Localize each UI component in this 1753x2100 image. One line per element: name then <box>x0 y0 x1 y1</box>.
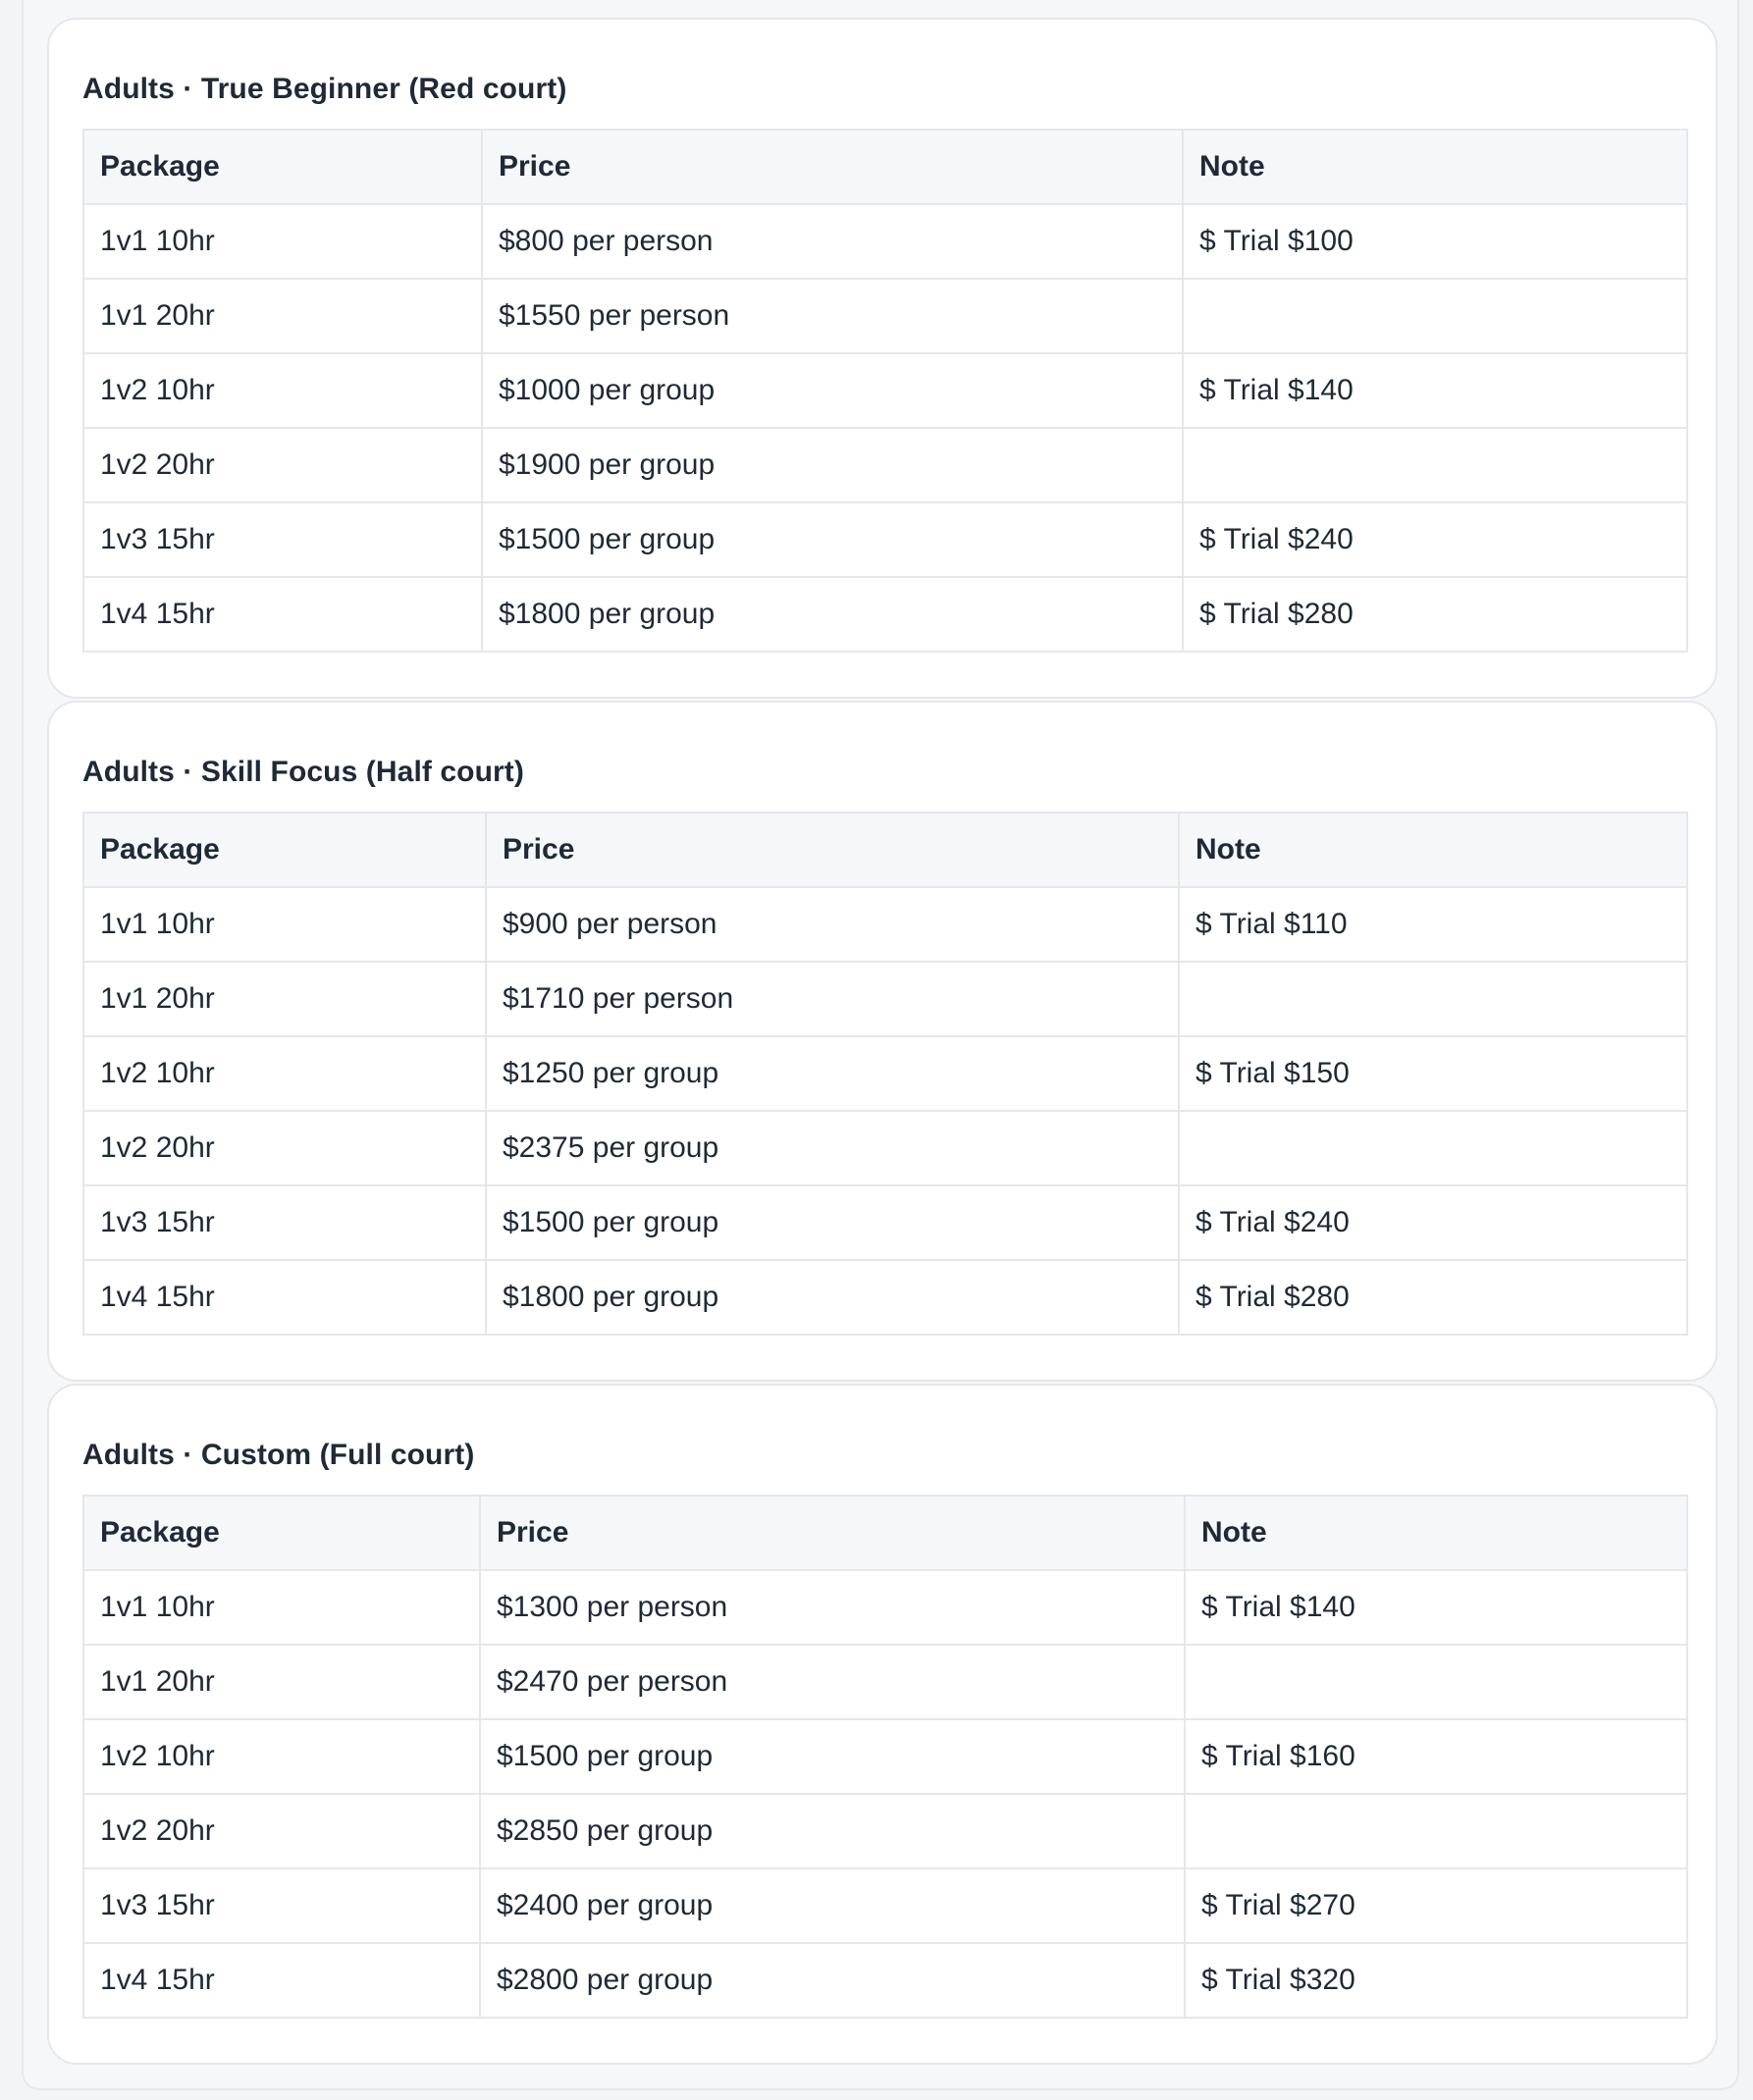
table-header-row <box>83 813 1687 887</box>
package-cell: 1v1 20hr <box>83 962 486 1036</box>
package-cell: 1v4 15hr <box>83 577 482 652</box>
note-cell <box>1185 1794 1687 1868</box>
package-cell: 1v2 10hr <box>83 1036 486 1111</box>
pricing-card-skill-focus <box>47 701 1718 1382</box>
note-cell <box>1183 428 1687 502</box>
note-cell: $ Trial $100 <box>1183 204 1687 279</box>
package-cell: 1v1 10hr <box>83 1570 480 1645</box>
table-row <box>83 204 1687 279</box>
note-cell: $ Trial $110 <box>1179 887 1687 962</box>
package-cell: 1v1 20hr <box>83 279 482 353</box>
note-cell: $ Trial $270 <box>1185 1868 1687 1943</box>
pricing-table <box>82 1495 1688 2019</box>
table-row <box>83 1260 1687 1335</box>
package-cell: 1v3 15hr <box>83 1868 480 1943</box>
column-header-note: Note <box>1185 1496 1687 1570</box>
package-cell: 1v1 20hr <box>83 1645 480 1719</box>
package-cell: 1v1 10hr <box>83 204 482 279</box>
note-cell: $ Trial $280 <box>1183 577 1687 652</box>
package-cell: 1v1 10hr <box>83 887 486 962</box>
column-header-note: Note <box>1179 813 1687 887</box>
note-cell: $ Trial $140 <box>1183 353 1687 428</box>
column-header-package: Package <box>83 1496 480 1570</box>
pricing-table <box>82 129 1688 653</box>
column-header-price: Price <box>480 1496 1185 1570</box>
price-cell: $800 per person <box>482 204 1183 279</box>
price-cell: $2375 per group <box>486 1111 1179 1185</box>
price-cell: $900 per person <box>486 887 1179 962</box>
price-cell: $1500 per group <box>480 1719 1185 1794</box>
price-cell: $2850 per group <box>480 1794 1185 1868</box>
table-header-row <box>83 1496 1687 1570</box>
price-cell: $1250 per group <box>486 1036 1179 1111</box>
note-cell: $ Trial $140 <box>1185 1570 1687 1645</box>
package-cell: 1v3 15hr <box>83 502 482 577</box>
table-row <box>83 1794 1687 1868</box>
note-cell <box>1183 279 1687 353</box>
price-cell: $1000 per group <box>482 353 1183 428</box>
price-cell: $1500 per group <box>486 1185 1179 1260</box>
package-cell: 1v2 10hr <box>83 1719 480 1794</box>
price-cell: $2800 per group <box>480 1943 1185 2018</box>
note-cell: $ Trial $240 <box>1183 502 1687 577</box>
package-cell: 1v4 15hr <box>83 1260 486 1335</box>
package-cell: 1v3 15hr <box>83 1185 486 1260</box>
card-title: Adults · Custom (Full court) <box>82 1439 475 1471</box>
note-cell <box>1185 1645 1687 1719</box>
table-row <box>83 577 1687 652</box>
note-cell <box>1179 1111 1687 1185</box>
table-row <box>83 1868 1687 1943</box>
table-row <box>83 1943 1687 2018</box>
card-title: Adults · Skill Focus (Half court) <box>82 756 524 788</box>
table-row <box>83 428 1687 502</box>
pricing-panel <box>22 0 1739 2090</box>
table-row <box>83 1570 1687 1645</box>
table-row <box>83 353 1687 428</box>
price-cell: $2470 per person <box>480 1645 1185 1719</box>
price-cell: $1800 per group <box>486 1260 1179 1335</box>
package-cell: 1v2 20hr <box>83 1111 486 1185</box>
pricing-card-custom <box>47 1384 1718 2065</box>
table-row <box>83 887 1687 962</box>
column-header-price: Price <box>482 130 1183 204</box>
table-row <box>83 279 1687 353</box>
note-cell: $ Trial $160 <box>1185 1719 1687 1794</box>
column-header-package: Package <box>83 813 486 887</box>
pricing-card-true-beginner <box>47 18 1718 699</box>
table-row <box>83 1185 1687 1260</box>
price-cell: $1500 per group <box>482 502 1183 577</box>
price-cell: $1300 per person <box>480 1570 1185 1645</box>
column-header-price: Price <box>486 813 1179 887</box>
table-row <box>83 962 1687 1036</box>
price-cell: $1550 per person <box>482 279 1183 353</box>
package-cell: 1v4 15hr <box>83 1943 480 2018</box>
table-row <box>83 502 1687 577</box>
column-header-note: Note <box>1183 130 1687 204</box>
column-header-package: Package <box>83 130 482 204</box>
note-cell: $ Trial $320 <box>1185 1943 1687 2018</box>
note-cell: $ Trial $150 <box>1179 1036 1687 1111</box>
table-header-row <box>83 130 1687 204</box>
price-cell: $2400 per group <box>480 1868 1185 1943</box>
card-title: Adults · True Beginner (Red court) <box>82 73 567 105</box>
table-row <box>83 1111 1687 1185</box>
note-cell <box>1179 962 1687 1036</box>
note-cell: $ Trial $280 <box>1179 1260 1687 1335</box>
package-cell: 1v2 10hr <box>83 353 482 428</box>
package-cell: 1v2 20hr <box>83 1794 480 1868</box>
table-row <box>83 1036 1687 1111</box>
table-row <box>83 1719 1687 1794</box>
price-cell: $1710 per person <box>486 962 1179 1036</box>
price-cell: $1800 per group <box>482 577 1183 652</box>
price-cell: $1900 per group <box>482 428 1183 502</box>
note-cell: $ Trial $240 <box>1179 1185 1687 1260</box>
table-row <box>83 1645 1687 1719</box>
pricing-table <box>82 812 1688 1336</box>
package-cell: 1v2 20hr <box>83 428 482 502</box>
